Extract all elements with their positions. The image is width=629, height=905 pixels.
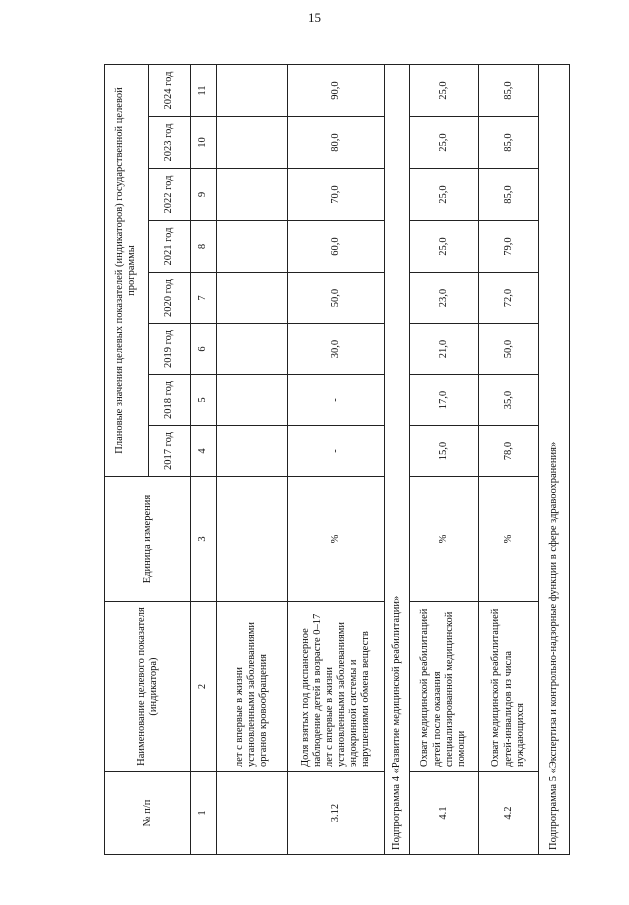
header-name: Наименование целевого показателя (индикатора) (105, 602, 191, 772)
row-value (216, 426, 287, 477)
row-value: 35,0 (478, 375, 539, 426)
row-value: 21,0 (409, 324, 478, 375)
col-number: 11 (191, 64, 216, 116)
row-unit (216, 477, 287, 602)
row-unit: % (287, 477, 384, 602)
header-year: 2022 год (148, 169, 191, 221)
row-value: 25,0 (409, 64, 478, 116)
row-name: лет с впервые в жизни установленными заболеваниями органов кровообращения (216, 602, 287, 772)
header-unit: Единица измерения (105, 477, 191, 602)
row-value: 50,0 (287, 273, 384, 324)
subprogram-row (539, 64, 570, 854)
header-year: 2019 год (148, 324, 191, 375)
header-year: 2017 год (148, 426, 191, 477)
row-name: Доля взятых под диспансерное наблюдение детей в возрасте 0–17 лет с впервые в жизни установленными заболеваниями эндокринной системы и нарушениями обмена веществ (287, 602, 384, 772)
rotated-table-container (104, 65, 570, 855)
col-number: 5 (191, 375, 216, 426)
table-row (409, 64, 478, 854)
row-value: - (287, 375, 384, 426)
row-value: 25,0 (409, 117, 478, 169)
row-value (216, 324, 287, 375)
row-value (216, 221, 287, 273)
indicators-table (104, 64, 570, 855)
row-value: - (287, 426, 384, 477)
row-value: 17,0 (409, 375, 478, 426)
row-value: 25,0 (409, 169, 478, 221)
row-value: 85,0 (478, 169, 539, 221)
col-number: 6 (191, 324, 216, 375)
row-unit: % (409, 477, 478, 602)
row-num: 4.1 (409, 772, 478, 855)
subprogram-5-heading: Подпрограмма 5 «Экспертиза и контрольно-надзорные функции в сфере здравоохранения» (539, 64, 570, 854)
subprogram-4-heading: Подпрограмма 4 «Развитие медицинской реабилитации» (385, 64, 409, 854)
row-value (216, 375, 287, 426)
header-year: 2018 год (148, 375, 191, 426)
row-value: 50,0 (478, 324, 539, 375)
header-year: 2021 год (148, 221, 191, 273)
header-year: 2024 год (148, 64, 191, 116)
row-num (216, 772, 287, 855)
row-value: 78,0 (478, 426, 539, 477)
row-value (216, 169, 287, 221)
col-number: 9 (191, 169, 216, 221)
row-value: 15,0 (409, 426, 478, 477)
col-number: 7 (191, 273, 216, 324)
row-value: 23,0 (409, 273, 478, 324)
row-value: 72,0 (478, 273, 539, 324)
row-num: 3.12 (287, 772, 384, 855)
header-year: 2020 год (148, 273, 191, 324)
row-value: 70,0 (287, 169, 384, 221)
row-value: 25,0 (409, 221, 478, 273)
row-value: 80,0 (287, 117, 384, 169)
row-value (216, 117, 287, 169)
row-value: 60,0 (287, 221, 384, 273)
col-number: 8 (191, 221, 216, 273)
col-number: 10 (191, 117, 216, 169)
table-row (478, 64, 539, 854)
row-name: Охват медицинской реабилитацией детей после оказания специализированной медицинской помощи (409, 602, 478, 772)
col-number: 4 (191, 426, 216, 477)
page-number: 15 (308, 10, 321, 25)
row-value: 85,0 (478, 117, 539, 169)
row-value: 85,0 (478, 64, 539, 116)
header-plan: Плановые значения целевых показателей (индикаторов) государственной целевой программы (105, 64, 149, 476)
table-row (216, 64, 287, 854)
col-number: 2 (191, 602, 216, 772)
table-row (287, 64, 384, 854)
col-number: 1 (191, 772, 216, 855)
column-numbers-row (191, 64, 216, 854)
row-value: 79,0 (478, 221, 539, 273)
subprogram-row (385, 64, 409, 854)
row-value (216, 64, 287, 116)
row-value (216, 273, 287, 324)
row-value: 90,0 (287, 64, 384, 116)
row-num: 4.2 (478, 772, 539, 855)
row-value: 30,0 (287, 324, 384, 375)
row-name: Охват медицинской реабилитацией детей-инвалидов из числа нуждающихся (478, 602, 539, 772)
col-number: 3 (191, 477, 216, 602)
header-num: № п/п (105, 772, 191, 855)
header-year: 2023 год (148, 117, 191, 169)
row-unit: % (478, 477, 539, 602)
